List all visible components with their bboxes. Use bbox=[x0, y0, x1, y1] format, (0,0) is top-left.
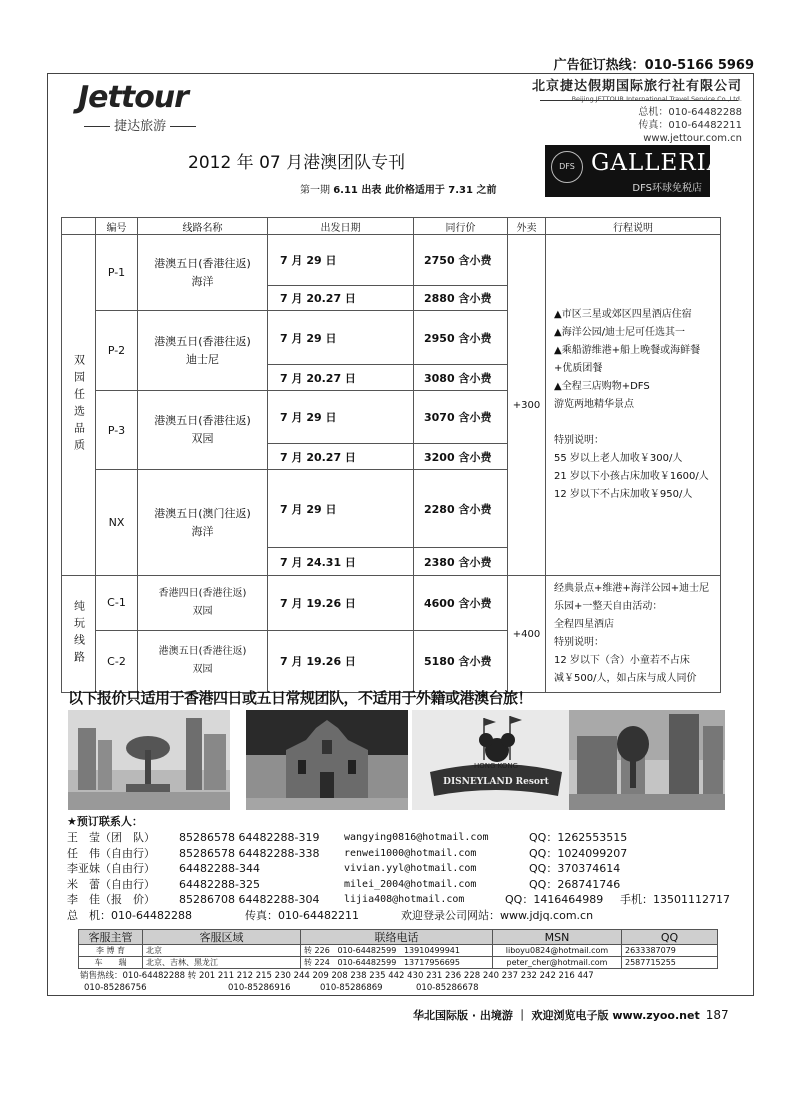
contact-row bbox=[67, 861, 727, 877]
page-footer bbox=[413, 1007, 729, 1023]
disney-sign-top: HONG KONG bbox=[473, 762, 519, 770]
sales-number: 010-85286678 bbox=[416, 983, 479, 993]
route-name: 港澳五日(香港往返) 双园 bbox=[138, 391, 268, 470]
header-blank bbox=[62, 218, 96, 235]
contact-email[interactable]: wangying0816@hotmail.com bbox=[344, 832, 489, 843]
main-tel: 总 机：010-64482288 bbox=[67, 908, 192, 922]
header-route: 线路名称 bbox=[138, 218, 268, 235]
photo-hk-disneyland bbox=[412, 710, 580, 810]
desc-line: ▲市区三星或郊区四星酒店住宿 bbox=[554, 309, 692, 320]
contact-qq: QQ：370374614 bbox=[529, 862, 621, 875]
desc-line: 12 岁以下（含）小童若不占床 bbox=[554, 655, 690, 666]
svc-header: 客服区域 bbox=[143, 930, 301, 945]
header-date: 出发日期 bbox=[268, 218, 414, 235]
header-code: 编号 bbox=[96, 218, 138, 235]
sales-line2 bbox=[80, 982, 594, 994]
svc-tel: 转 226 010-64482599 13910499941 bbox=[301, 945, 493, 957]
desc-line: 21 岁以下小孩占床加收￥1600/人 bbox=[554, 471, 709, 482]
desc-line: 全程四星酒店 bbox=[554, 619, 614, 630]
company-name-cn: 北京捷达假期国际旅行社有限公司 bbox=[531, 79, 742, 94]
service-row bbox=[79, 957, 718, 969]
svc-name: 车 瑞 bbox=[79, 957, 143, 969]
contact-qq: QQ：1416464989 bbox=[505, 893, 604, 906]
contact-row bbox=[67, 892, 730, 908]
photo-golden-bauhinia bbox=[68, 710, 230, 810]
contact-tel: 85286578 64482288-319 bbox=[179, 831, 320, 844]
desc-line: 55 岁以上老人加收￥300/人 bbox=[554, 453, 683, 464]
contact-email[interactable]: lijia408@hotmail.com bbox=[344, 894, 465, 905]
contact-email[interactable]: milei_2004@hotmail.com bbox=[344, 878, 477, 890]
depart-date: 7 月 29 日 bbox=[268, 470, 414, 548]
price: 2750 含小费 bbox=[414, 235, 508, 286]
table-header-row bbox=[62, 218, 721, 235]
svc-area: 北京、吉林、黑龙江 bbox=[143, 957, 301, 969]
route-code: P-1 bbox=[96, 235, 138, 311]
route-table bbox=[61, 217, 721, 693]
contact-email[interactable]: vivian.yyl@hotmail.com bbox=[344, 863, 477, 874]
contact-tel: 85286708 64482288-304 bbox=[179, 893, 320, 906]
price: 3070 含小费 bbox=[414, 391, 508, 444]
route-code: C-1 bbox=[96, 576, 138, 631]
route-code: P-2 bbox=[96, 311, 138, 391]
contact-row bbox=[67, 908, 727, 924]
photo-st-pauls-ruins bbox=[246, 710, 408, 810]
desc-line bbox=[554, 414, 712, 432]
sales-hotline bbox=[80, 970, 594, 994]
contact-qq: QQ：1024099207 bbox=[529, 846, 628, 860]
svc-header: MSN bbox=[493, 930, 622, 945]
header-extra: 外卖 bbox=[508, 218, 546, 235]
galleria-sub: DFS环球免税店 bbox=[632, 183, 702, 194]
contact-row bbox=[67, 877, 727, 893]
desc-line: 特别说明： bbox=[554, 637, 604, 648]
route-code: NX bbox=[96, 470, 138, 576]
sales-number: 010-85286869 bbox=[320, 983, 383, 993]
group2-desc bbox=[546, 576, 721, 693]
group1-desc bbox=[546, 235, 721, 576]
desc-line: +优质团餐 bbox=[554, 363, 603, 374]
svc-qq: 2633387079 bbox=[622, 945, 718, 957]
desc-line: ▲乘船游维港+船上晚餐或海鲜餐 bbox=[554, 345, 701, 356]
desc-line: 减￥500/人，如占床与成人同价 bbox=[554, 673, 697, 684]
contact-row bbox=[67, 846, 727, 862]
svc-tel: 转 224 010-64482599 13717956695 bbox=[301, 957, 493, 969]
svc-header: 联络电话 bbox=[301, 930, 493, 945]
route-code: C-2 bbox=[96, 630, 138, 692]
price: 3200 含小费 bbox=[414, 444, 508, 470]
contact-row bbox=[67, 830, 727, 846]
contact-name: 王 莹（团 队） bbox=[67, 831, 155, 844]
group1-label: 双园任选品质 bbox=[72, 354, 86, 456]
route-name: 港澳五日(香港往返) 迪士尼 bbox=[138, 311, 268, 391]
service-header-row bbox=[79, 930, 718, 945]
company-name-en: Beijing JETTOUR International Travel Service Co.,Ltd. bbox=[571, 95, 742, 103]
ad-hotline: 广告征订热线：010-5166 5969 bbox=[553, 58, 754, 73]
group1-label-cell bbox=[62, 235, 96, 576]
depart-date: 7 月 20.27 日 bbox=[268, 444, 414, 470]
depart-date: 7 月 19.26 日 bbox=[268, 630, 414, 692]
price: 4600 含小费 bbox=[414, 576, 508, 631]
route-name: 港澳五日(香港往返) 海洋 bbox=[138, 235, 268, 311]
group1-extra: +300 bbox=[508, 235, 546, 576]
group2-label: 纯玩线路 bbox=[72, 600, 86, 668]
desc-line: 经典景点+维港+海洋公园+迪士尼 bbox=[554, 583, 710, 594]
price: 2950 含小费 bbox=[414, 311, 508, 365]
main-fax: 传真：010-64482211 bbox=[245, 908, 359, 922]
group2-extra: +400 bbox=[508, 576, 546, 693]
svc-msn[interactable]: liboyu0824@hotmail.com bbox=[493, 945, 622, 957]
price: 5180 含小费 bbox=[414, 630, 508, 692]
desc-line: ▲全程三店购物+DFS bbox=[554, 381, 650, 392]
company-fax: 传真：010-64482211 bbox=[638, 120, 742, 131]
contact-name: 米 蕾（自由行） bbox=[67, 877, 155, 891]
page-number: 187 bbox=[705, 1008, 729, 1022]
sales-line1: 销售热线：010-64482288 转 201 211 212 215 230 244 209 208 238 235 442 430 231 236 228 240 237 232 242 216 447 bbox=[80, 971, 594, 981]
contacts-header: ★预订联系人： bbox=[67, 815, 143, 828]
company-info bbox=[532, 80, 742, 145]
price: 2280 含小费 bbox=[414, 470, 508, 548]
depart-date: 7 月 19.26 日 bbox=[268, 576, 414, 631]
svc-name: 李 博 育 bbox=[79, 945, 143, 957]
price: 2380 含小费 bbox=[414, 548, 508, 576]
contact-name: 李亚妹（自由行） bbox=[67, 862, 155, 875]
svc-qq: 2587715255 bbox=[622, 957, 718, 969]
galleria-ad bbox=[545, 145, 725, 197]
depart-date: 7 月 29 日 bbox=[268, 235, 414, 286]
svc-msn[interactable]: peter_cher@hotmail.com bbox=[493, 957, 622, 969]
company-web[interactable]: www.jettour.com.cn bbox=[643, 133, 742, 144]
contact-name: 李 佳（报 价） bbox=[67, 893, 155, 906]
desc-line: 游览两地精华景点 bbox=[554, 399, 634, 410]
price: 2880 含小费 bbox=[414, 286, 508, 311]
logo-sub: 捷达旅游 bbox=[78, 115, 228, 134]
route-name: 香港四日(香港往返) 双园 bbox=[138, 576, 268, 631]
route-name: 港澳五日(澳门往返) 海洋 bbox=[138, 470, 268, 576]
contact-email[interactable]: renwei1000@hotmail.com bbox=[344, 847, 477, 859]
galleria-name: GALLERIA bbox=[591, 150, 725, 176]
desc-line: 特别说明： bbox=[554, 435, 604, 446]
footer-text: 华北国际版 · 出境游 ｜ 欢迎浏览电子版 www.zyoo.net bbox=[413, 1009, 700, 1022]
table-row bbox=[62, 576, 721, 631]
svc-area: 北京 bbox=[143, 945, 301, 957]
sales-number: 010-85286916 bbox=[228, 983, 291, 993]
desc-line: 12 岁以下不占床加收￥950/人 bbox=[554, 489, 693, 500]
sales-number: 010-85286756 bbox=[84, 983, 147, 993]
header-price: 同行价 bbox=[414, 218, 508, 235]
header-desc: 行程说明 bbox=[546, 218, 721, 235]
company-phone: 总机：010-64482288 bbox=[638, 107, 742, 118]
header-rule bbox=[540, 100, 738, 101]
photo-convention-centre bbox=[569, 710, 725, 810]
depart-date: 7 月 24.31 日 bbox=[268, 548, 414, 576]
dfs-logo: DFS bbox=[551, 151, 583, 183]
logo-brand: Jettour bbox=[78, 80, 188, 115]
desc-line: 乐园+一整天自由活动： bbox=[554, 601, 663, 612]
contact-list bbox=[67, 814, 730, 923]
contact-qq: QQ：1262553515 bbox=[529, 831, 628, 844]
route-code: P-3 bbox=[96, 391, 138, 470]
depart-date: 7 月 20.27 日 bbox=[268, 286, 414, 311]
jettour-logo bbox=[78, 80, 228, 140]
issue-note: 第一期 6.11 出表 此价格适用于 7.31 之前 bbox=[300, 185, 497, 196]
contact-tel: 64482288-325 bbox=[179, 877, 260, 891]
contact-mobile: 手机：13501112717 bbox=[620, 893, 730, 906]
group2-label-cell bbox=[62, 576, 96, 693]
depart-date: 7 月 20.27 日 bbox=[268, 365, 414, 391]
depart-date: 7 月 29 日 bbox=[268, 311, 414, 365]
contact-tel: 64482288-344 bbox=[179, 862, 260, 875]
contact-tel: 85286578 64482288-338 bbox=[179, 846, 320, 860]
table-row bbox=[62, 235, 721, 286]
route-name: 港澳五日(香港往返) 双园 bbox=[138, 630, 268, 692]
disney-sign-main: DISNEYLAND Resort bbox=[443, 777, 549, 787]
service-row bbox=[79, 945, 718, 957]
price-note-banner: 以下报价只适用于香港四日或五日常规团队，不适用于外籍或港澳台旅！ bbox=[68, 689, 533, 707]
service-table bbox=[78, 929, 718, 969]
svc-header: 客服主管 bbox=[79, 930, 143, 945]
contact-name: 任 伟（自由行） bbox=[67, 846, 155, 860]
contact-qq: QQ：268741746 bbox=[529, 877, 621, 891]
svc-header: QQ bbox=[622, 930, 718, 945]
price: 3080 含小费 bbox=[414, 365, 508, 391]
depart-date: 7 月 29 日 bbox=[268, 391, 414, 444]
page-title: 2012 年 07 月港澳团队专刊 bbox=[188, 153, 406, 173]
main-website[interactable]: 欢迎登录公司网站：www.jdjq.com.cn bbox=[401, 908, 594, 922]
desc-line: ▲海洋公园/迪士尼可任选其一 bbox=[554, 327, 686, 338]
